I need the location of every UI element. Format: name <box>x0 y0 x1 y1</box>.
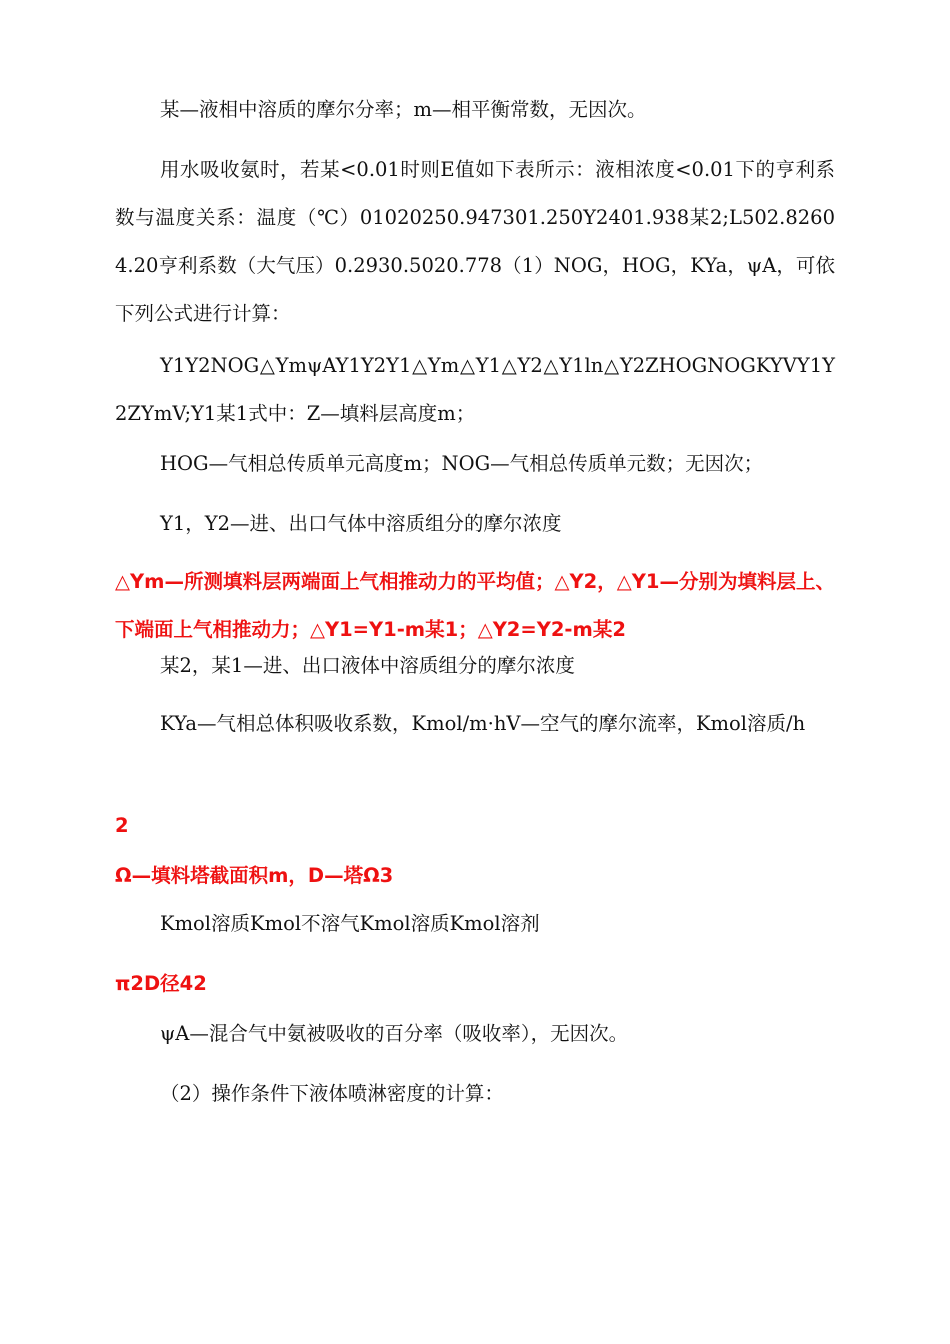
paragraph-superscript-2: 2 <box>115 814 129 837</box>
paragraph-x2-x1: 某2，某1—进、出口液体中溶质组分的摩尔浓度 <box>160 654 575 677</box>
paragraph-y1-y2: Y1，Y2—进、出口气体中溶质组分的摩尔浓度 <box>160 512 562 535</box>
paragraph-hog-nog: HOG—气相总传质单元高度m；NOG—气相总传质单元数；无因次； <box>160 452 764 475</box>
paragraph-henry-coefficient: 用水吸收氨时，若某<0.01时则E值如下表所示：液相浓度<0.01下的亨利系数与温度关系：温度（℃）01020250.947301.250Y2401.938某2;L502.82604.20亨利系数（大气压）0.2930.5020.778（1）NOG，HOG，KYa，ψA，可依下列公式进行计算： <box>115 158 835 325</box>
paragraph-spray-density: （2）操作条件下液体喷淋密度的计算： <box>160 1082 504 1105</box>
paragraph-absorption-rate: ψA—混合气中氨被吸收的百分率（吸收率），无因次。 <box>160 1022 629 1045</box>
paragraph-formula: Y1Y2NOG△YmψAY1Y2Y1△Ym△Y1△Y2△Y1ln△Y2ZHOGNOGKYVY1Y2ZYmV;Y1某1式中：Z—填料层高度m； <box>115 354 835 425</box>
paragraph-solute-mole-fraction: 某—液相中溶质的摩尔分率；m—相平衡常数，无因次。 <box>160 98 647 121</box>
paragraph-pi-diameter: π2D径42 <box>115 972 207 995</box>
paragraph-kya: KYa—气相总体积吸收系数，Kmol/m·hV—空气的摩尔流率，Kmol溶质/h <box>160 712 806 735</box>
paragraph-omega-area: Ω—填料塔截面积m，D—塔Ω3 <box>115 864 394 887</box>
paragraph-kmol-units: Kmol溶质Kmol不溶气Kmol溶质Kmol溶剂 <box>160 912 540 935</box>
paragraph-delta-ym-highlight: △Ym—所测填料层两端面上气相推动力的平均值；△Y2，△Y1—分别为填料层上、下端面上气相推动力；△Y1=Y1-m某1；△Y2=Y2-m某2 <box>115 570 835 641</box>
